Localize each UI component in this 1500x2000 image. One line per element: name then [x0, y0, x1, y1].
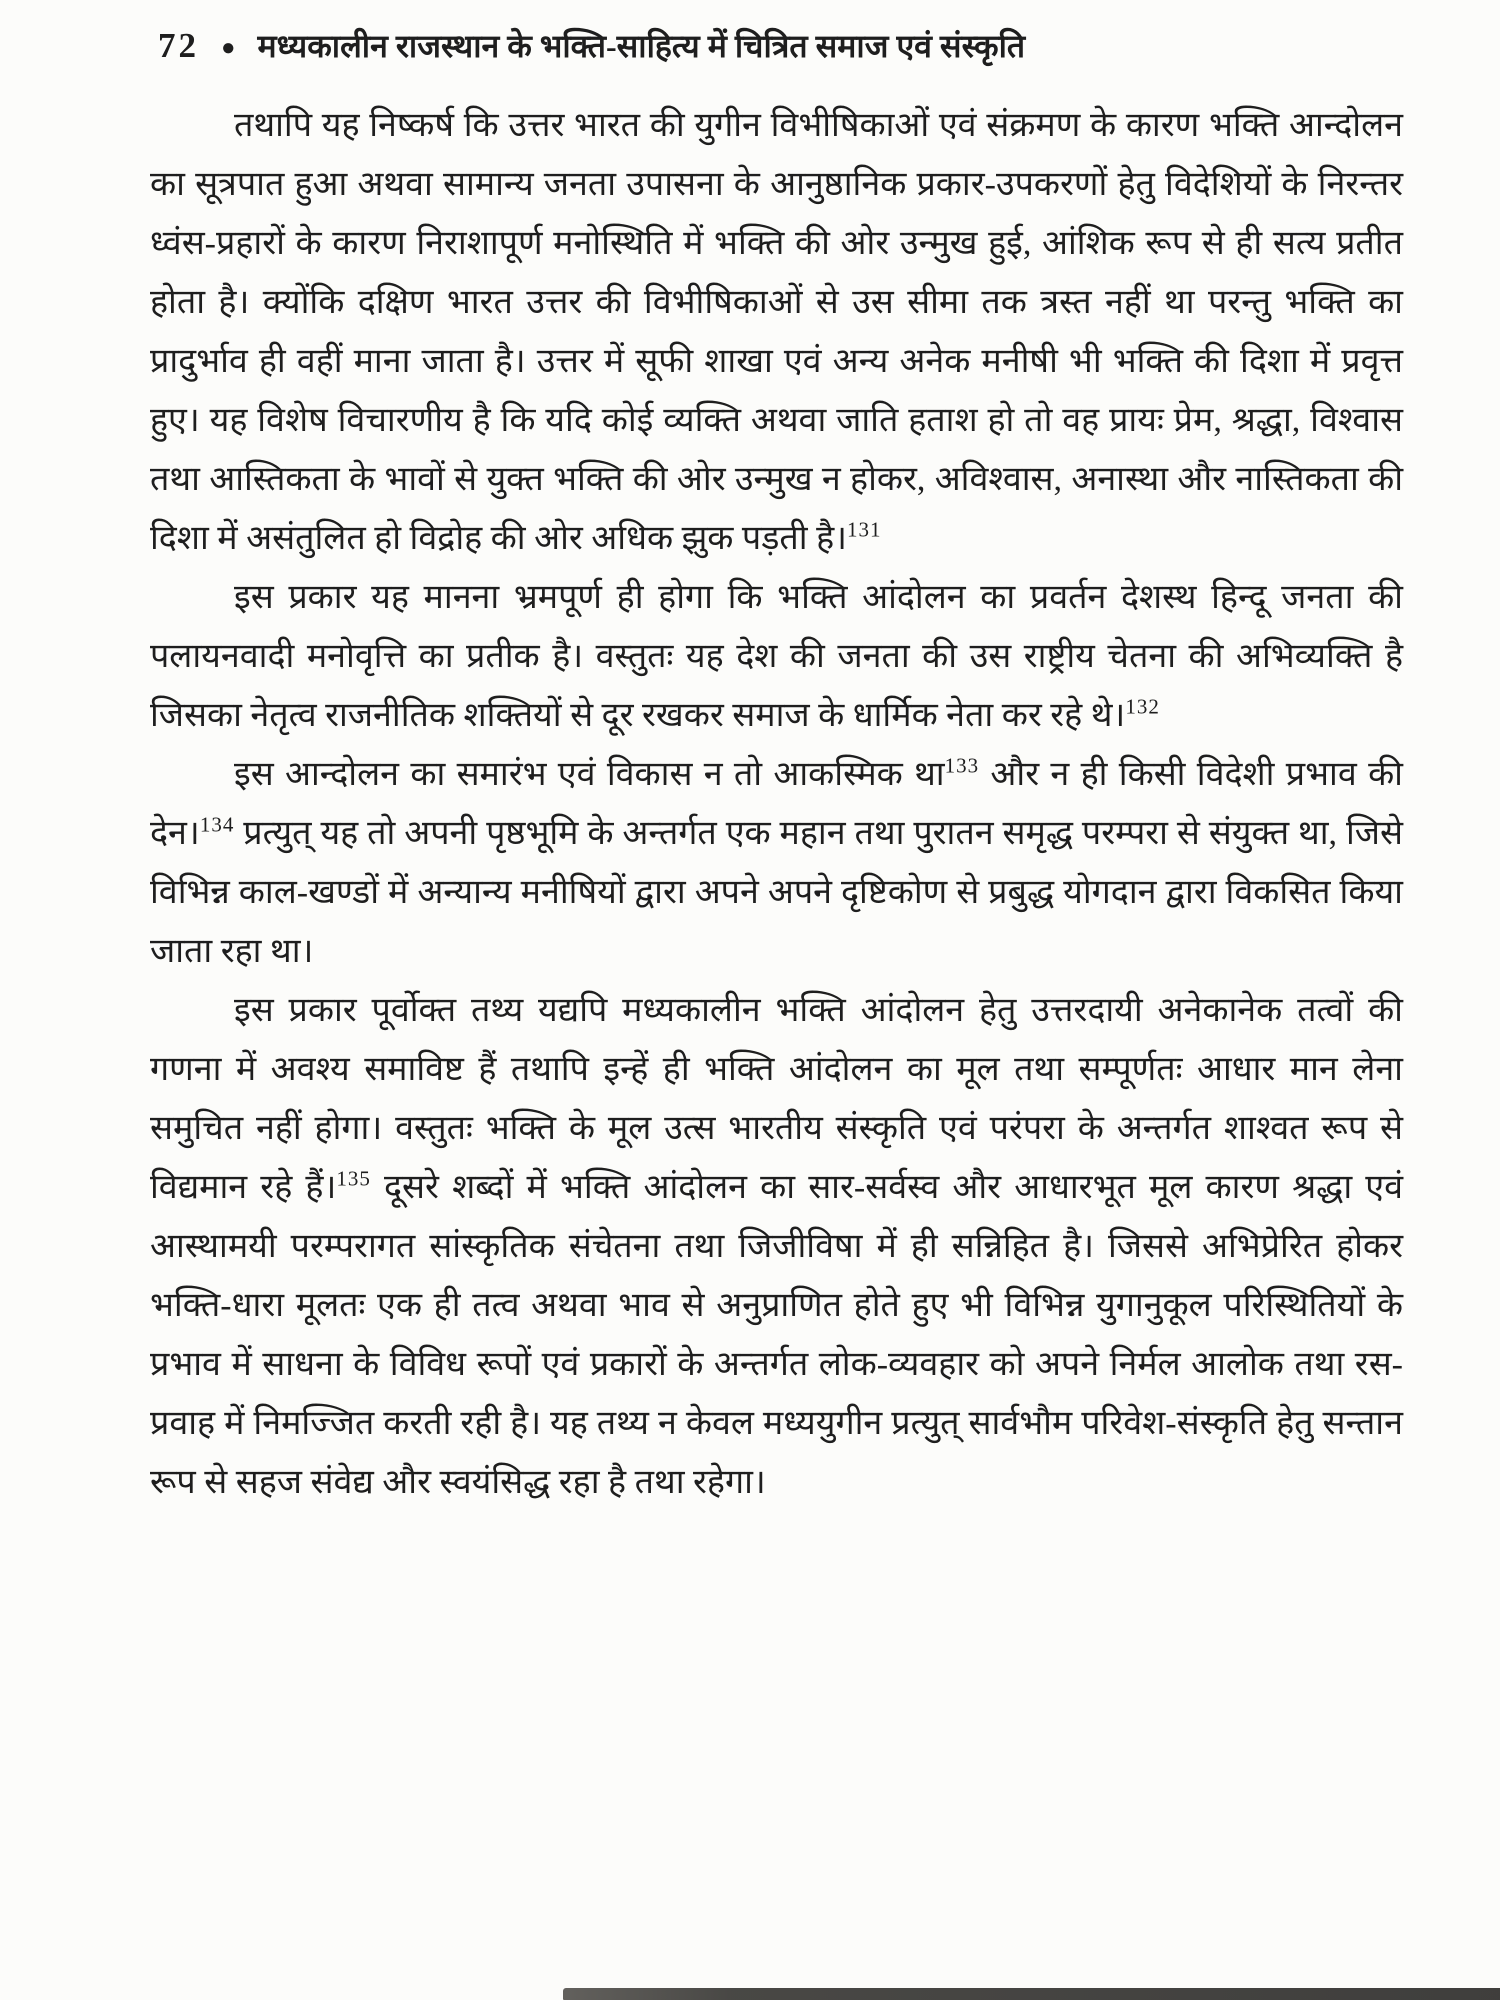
footnote-ref: 134 — [199, 812, 235, 837]
scan-edge-artifact — [563, 1988, 1500, 2000]
paragraph: इस प्रकार पूर्वोक्त तथ्य यद्यपि मध्यकालीन भक्ति आंदोलन हेतु उत्तरदायी अनेकानेक तत्वों की गणना में अवश्य समाविष्ट हैं तथापि इन्हें ही भक्ति आंदोलन का मूल तथा सम्पूर्णतः आधार मान लेना समुचित नहीं होगा। वस्तुतः भक्ति के मूल उत्स भारतीय संस्कृति एवं परंपरा के अन्तर्गत शाश्वत रूप से विद्यमान रहे हैं।$^{135}$ दूसरे शब्दों में भक्ति आंदोलन का सार-सर्वस्व और आधारभूत मूल कारण श्रद्धा एवं आस्थामयी परम्परागत सांस्कृतिक संचेतना तथा जिजीविषा में ही सन्निहित है। जिससे अभिप्रेरित होकर भक्ति-धारा मूलतः एक ही तत्व अथवा भाव से अनुप्राणित होते हुए भी विभिन्न युगानुकूल परिस्थितियों के प्रभाव में साधना के विविध रूपों एवं प्रकारों के अन्तर्गत लोक-व्यवहार को अपने निर्मल आलोक तथा रस-प्रवाह में निमज्जित करती रही है। यह तथ्य न केवल मध्ययुगीन प्रत्युत् सार्वभौम परिवेश-संस्कृति हेतु सन्तान रूप से सहज संवेद्य और स्वयंसिद्ध रहा है तथा रहेगा। — [150, 992, 1403, 1501]
paragraph: इस प्रकार यह मानना भ्रमपूर्ण ही होगा कि भक्ति आंदोलन का प्रवर्तन देशस्थ हिन्दू जनता की पलायनवादी मनोवृत्ति का प्रतीक है। वस्तुतः यह देश की जनता की उस राष्ट्रीय चेतना की अभिव्यक्ति है जिसका नेतृत्व राजनीतिक शक्तियों से दूर रखकर समाज के धार्मिक नेता कर रहे थे।$^{132}$ — [150, 579, 1403, 734]
running-title: मध्यकालीन राजस्थान के भक्ति-साहित्य में चित्रित समाज एवं संस्कृति — [257, 28, 1026, 64]
footnote-ref: 135 — [336, 1166, 371, 1191]
bullet-separator-icon: ● — [221, 34, 236, 61]
body-text — [150, 96, 1403, 1512]
page-number: 72 — [158, 25, 199, 65]
footnote-ref: 131 — [847, 517, 882, 542]
paragraph: इस आन्दोलन का समारंभ एवं विकास न तो आकस्मिक था$^{133}$ और न ही किसी विदेशी प्रभाव की देन।$^{134}$ प्रत्युत् यह तो अपनी पृष्ठभूमि के अन्तर्गत एक महान तथा पुरातन समृद्ध परम्परा से संयुक्त था, जिसे विभिन्न काल-खण्डों में अन्यान्य मनीषियों द्वारा अपने अपने दृष्टिकोण से प्रबुद्ध योगदान द्वारा विकसित किया जाता रहा था। — [150, 753, 1403, 970]
footnote-ref: 132 — [1125, 694, 1160, 719]
paragraph: तथापि यह निष्कर्ष कि उत्तर भारत की युगीन विभीषिकाओं एवं संक्रमण के कारण भक्ति आन्दोलन का सूत्रपात हुआ अथवा सामान्य जनता उपासना के आनुष्ठानिक प्रकार-उपकरणों हेतु विदेशियों के निरन्तर ध्वंस-प्रहारों के कारण निराशापूर्ण मनोस्थिति में भक्ति की ओर उन्मुख हुई, आंशिक रूप से ही सत्य प्रतीत होता है। क्योंकि दक्षिण भारत उत्तर की विभीषिकाओं से उस सीमा तक त्रस्त नहीं था परन्तु भक्ति का प्रादुर्भाव ही वहीं माना जाता है। उत्तर में सूफी शाखा एवं अन्य अनेक मनीषी भी भक्ति की दिशा में प्रवृत्त हुए। यह विशेष विचारणीय है कि यदि कोई व्यक्ति अथवा जाति हताश हो तो वह प्रायः प्रेम, श्रद्धा, विश्वास तथा आस्तिकता के भावों से युक्त भक्ति की ओर उन्मुख न होकर, अविश्वास, अनास्था और नास्तिकता की दिशा में असंतुलित हो विद्रोह की ओर अधिक झुक पड़ती है।$^{131}$ — [150, 107, 1403, 557]
running-header — [158, 24, 1400, 67]
footnote-ref: 133 — [944, 753, 980, 778]
